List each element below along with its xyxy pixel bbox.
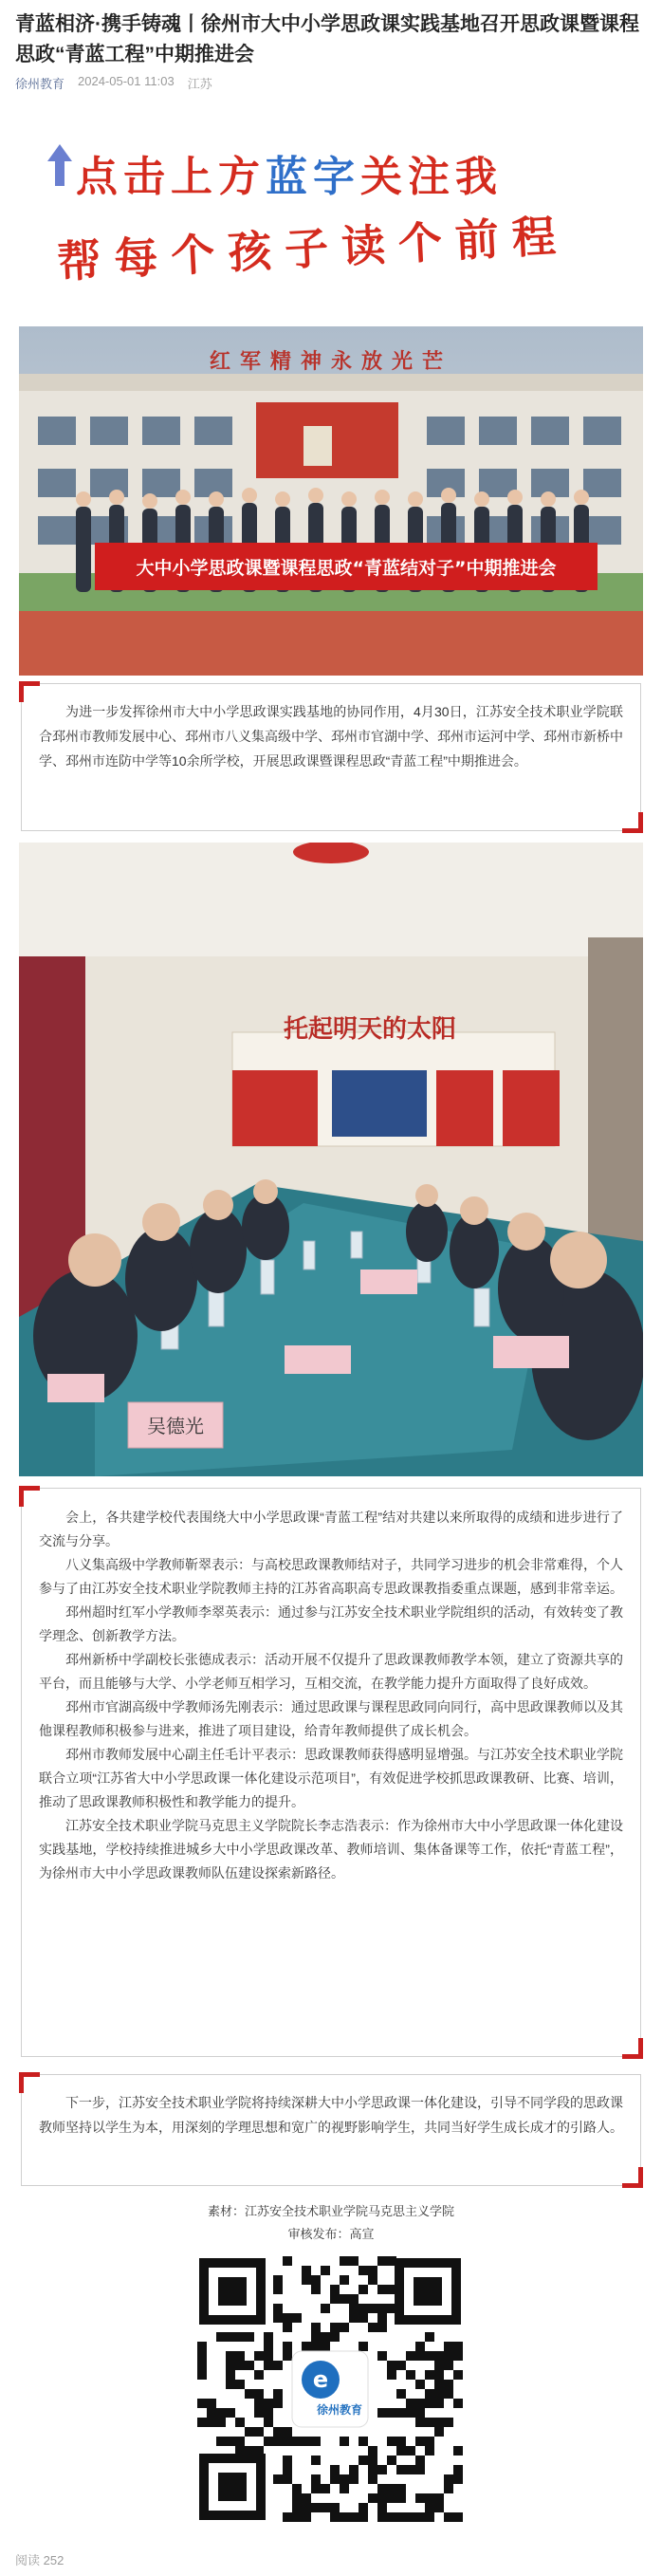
paragraph: 会上，各共建学校代表围绕大中小学思政课“青蓝工程”结对共建以来所取得的成绩和进步进行了交流与分享。 (39, 1510, 623, 1548)
nameplate: 吴德光 (147, 1415, 204, 1437)
main-textbox (21, 1488, 641, 2057)
follow-banner-line1: 点击上方蓝字关注我 (76, 153, 503, 201)
follow-banner (47, 131, 616, 288)
frame-corner-decoration (19, 2072, 40, 2093)
paragraph: 邳州市官湖高级中学教师汤先刚表示：通过思政课与课程思政同向同行，高中思政课教师以及其他课程教师积极参与进来，推进了项目建设，给青年教师提供了成长机会。 (39, 1699, 623, 1738)
article-title: 青蓝相济·携手铸魂丨徐州市大中小学思政课实践基地召开思政课暨课程思政“青蓝工程”中期推进会 (15, 13, 639, 65)
frame-corner-decoration (622, 812, 643, 833)
paragraph: 为进一步发挥徐州市大中小学思政课实践基地的协同作用，4月30日，江苏安全技术职业学院联合邳州市教师发展中心、邳州市八义集高级中学、邳州市官湖中学、邳州市运河中学、邳州市新桥中学、邳州市连防中学等10余所学校，开展思政课暨课程思政“青蓝工程”中期推进会。 (39, 704, 623, 769)
meeting-photo (19, 843, 643, 1476)
paragraph: 邳州新桥中学副校长张德成表示：活动开展不仅提升了思政课教师教学本领，建立了资源共享的平台，而且能够与大学、小学老师互相学习，互相交流，在教学能力提升方面取得了良好成效。 (39, 1652, 623, 1691)
publish-datetime: 2024-05-01 11:03 (78, 74, 175, 88)
paragraph: 下一步，江苏安全技术职业学院将持续深耕大中小学思政课一体化建设，引导不同学段的思政课教师坚持以学生为本，用深刻的学理思想和宽广的视野影响学生，共同当好学生成长成才的引路人。 (39, 2095, 623, 2135)
building-sign: 红军精神永放光芒 (209, 350, 453, 374)
frame-corner-decoration (19, 681, 40, 702)
arrow-up-icon (47, 144, 72, 186)
author-link[interactable]: 徐州教育 (15, 77, 65, 91)
group-photo (19, 326, 643, 676)
event-banner-text: 大中小学思政课暨课程思政“青蓝结对子”中期推进会 (136, 558, 557, 579)
qr-code-image (195, 2254, 465, 2524)
paragraph: 江苏安全技术职业学院马克思主义学院院长李志浩表示：作为徐州市大中小学思政课一体化建设实践基地，学校持续推进城乡大中小学思政课改革、教师培训、集体备课等工作，依托“青蓝工程”，为徐州市大中小学思政课教师队伍建设探索新路径。 (39, 1818, 623, 1881)
publish-location: 江苏 (187, 77, 212, 91)
frame-corner-decoration (622, 2167, 643, 2188)
article-meta (15, 74, 212, 92)
svg-text:e: e (312, 2366, 329, 2393)
source-credit: 素材：江苏安全技术职业学院马克思主义学院 (207, 2204, 454, 2218)
follow-banner-line2: 帮每个孩子读个前程 (56, 209, 571, 288)
frame-corner-decoration (19, 1486, 40, 1507)
frame-corner-decoration (622, 2038, 643, 2059)
paragraph: 八义集高级中学教师靳翠表示：与高校思政课教师结对子，共同学习进步的机会非常难得，个人参与了由江苏安全技术职业学院教师主持的江苏省高职高专思政课教指委重点课题，感到非常幸运。 (39, 1557, 623, 1596)
reviewer-credit: 审核发布：高宣 (287, 2227, 375, 2241)
intro-textbox (21, 683, 641, 831)
qr-logo-text: 徐州教育 (316, 2403, 363, 2417)
outro-textbox (21, 2074, 641, 2186)
paragraph: 邳州市教师发展中心副主任毛计平表示：思政课教师获得感明显增强。与江苏安全技术职业学院联合立项“江苏省大中小学思政课一体化建设示范项目”，有效促进学校抓思政课教研、比赛、培训，推动了思政课教师积极性和教学能力的提升。 (39, 1747, 623, 1809)
wall-slogan: 托起明天的太阳 (283, 1015, 457, 1044)
paragraph: 邳州超时红军小学教师李翠英表示：通过参与江苏安全技术职业学院组织的活动，有效转变了教学理念、创新教学方法。 (39, 1604, 623, 1643)
read-count: 阅读 252 (15, 2553, 64, 2567)
qr-code[interactable] (195, 2254, 465, 2524)
